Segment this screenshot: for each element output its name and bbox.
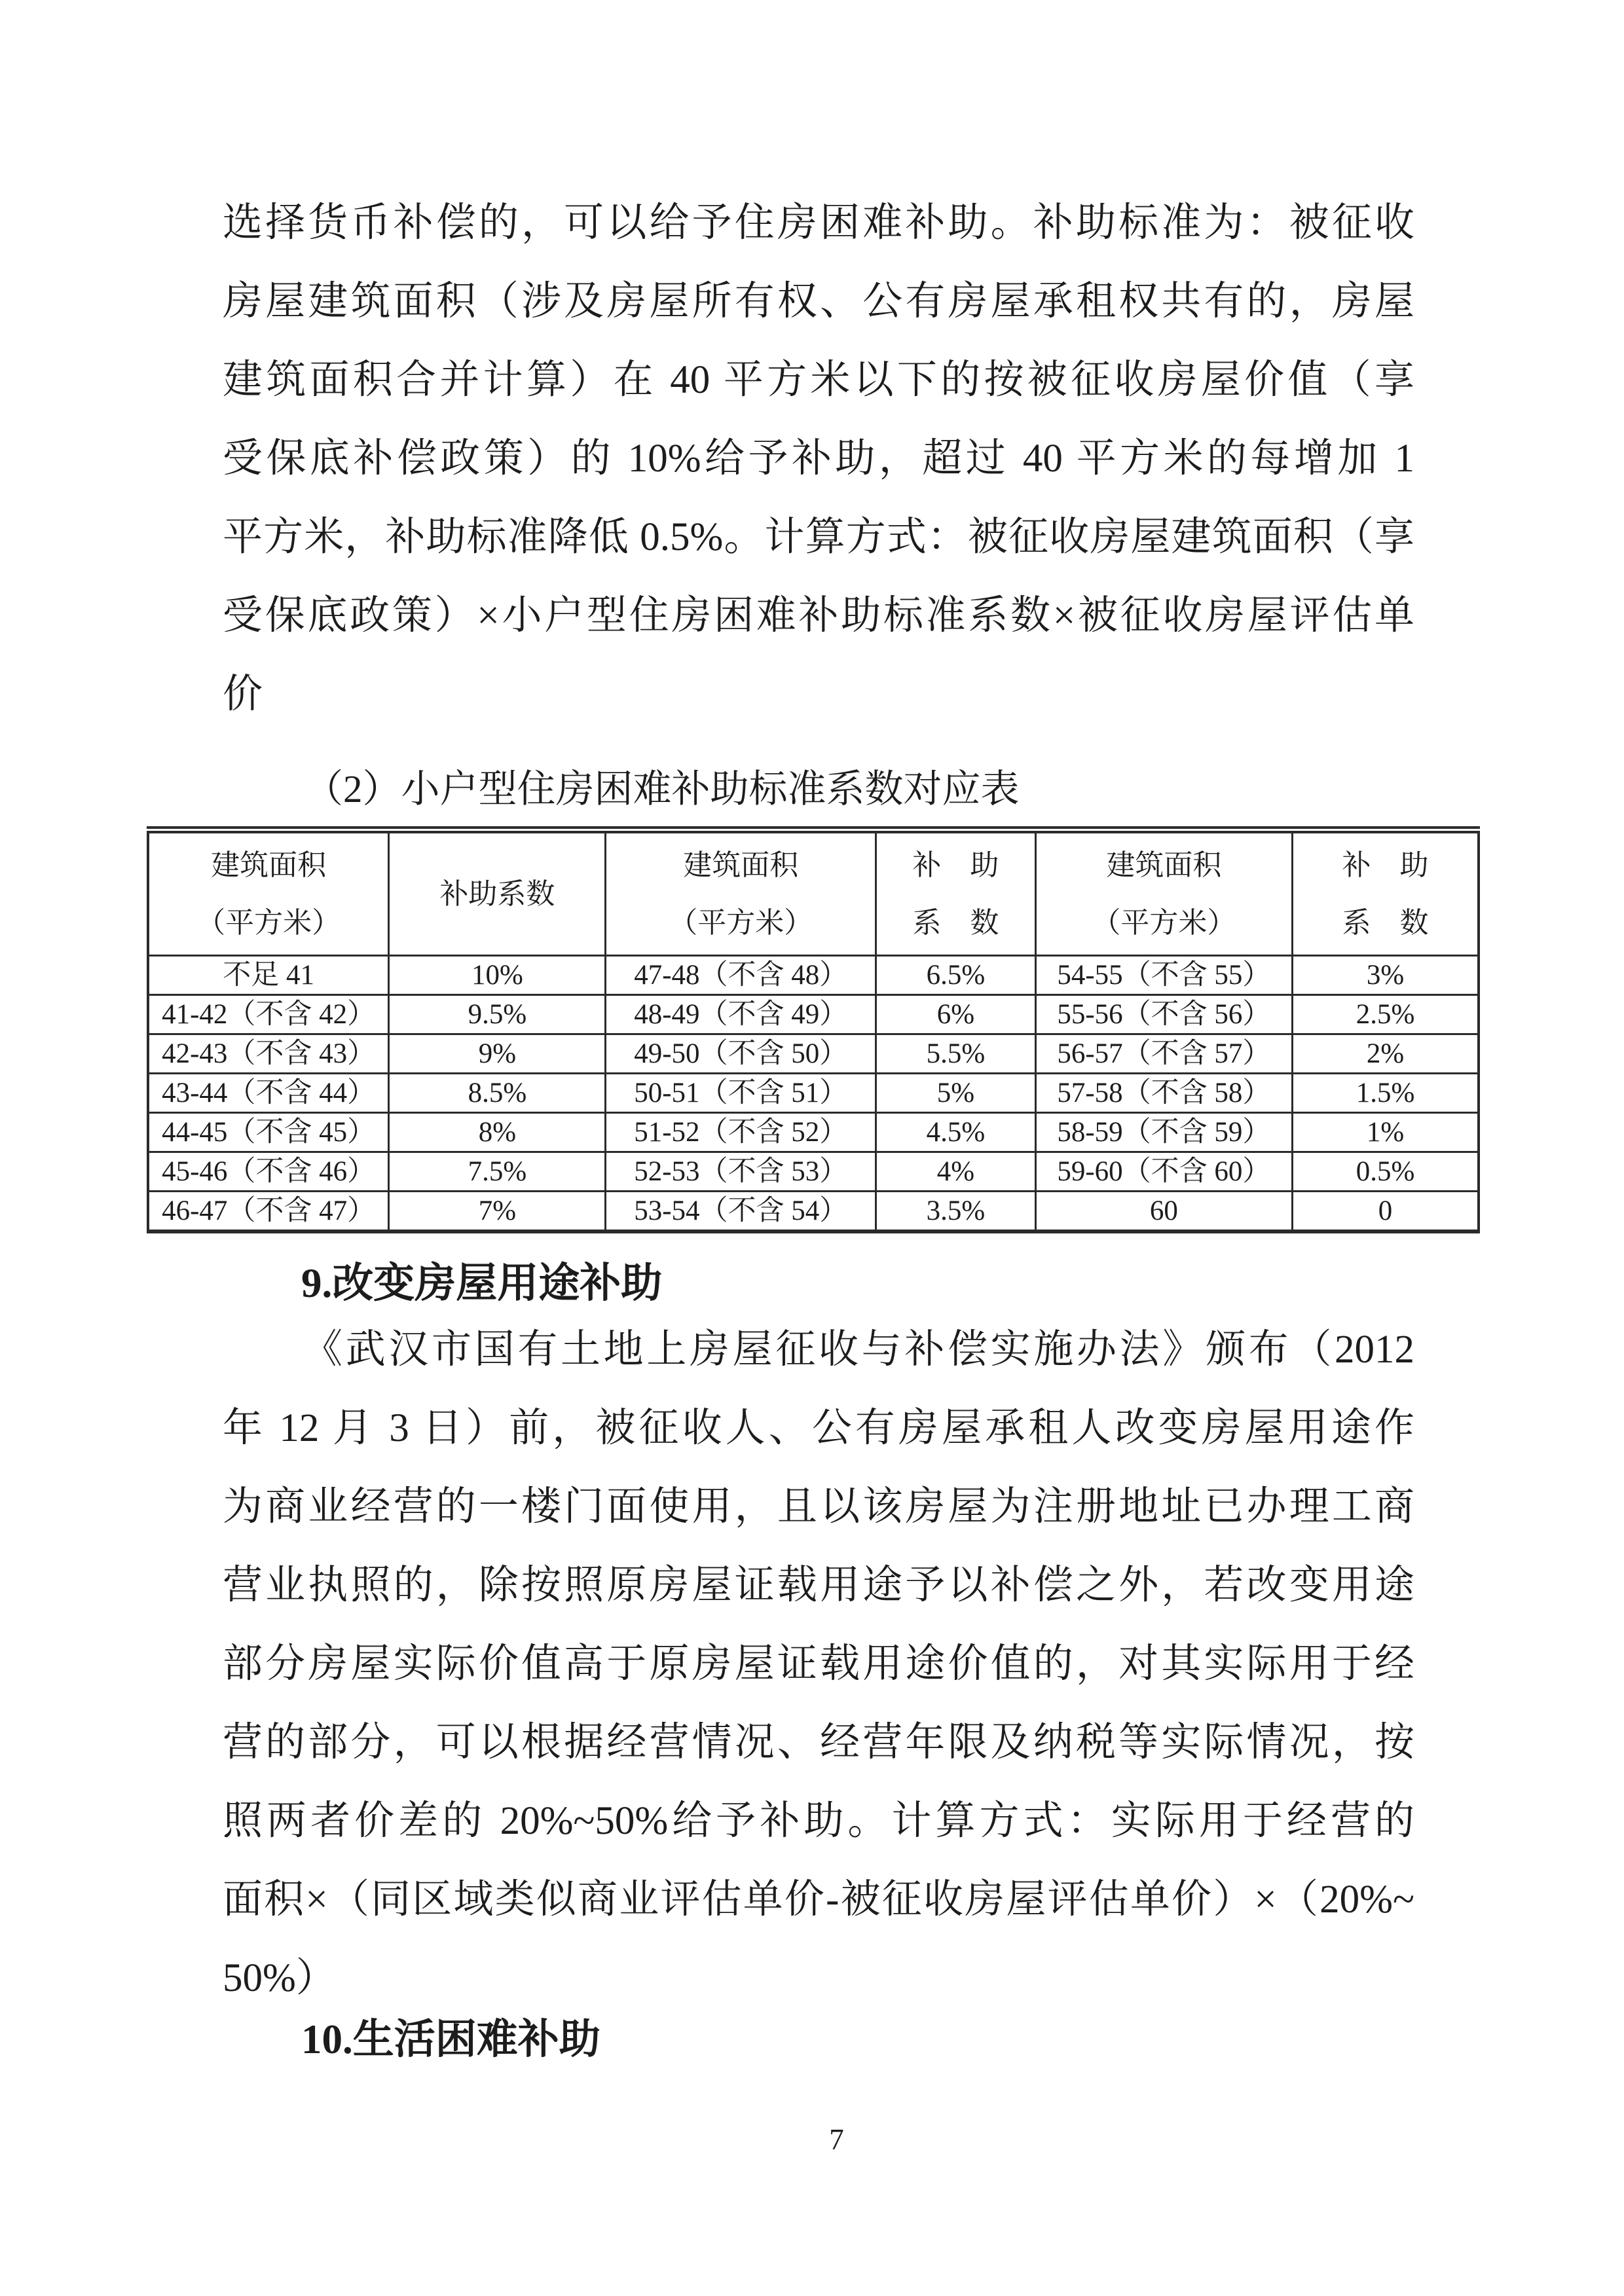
table-cell: 51-52（不含 52）: [606, 1113, 876, 1152]
subsidy-coefficient-table: [147, 826, 1480, 1233]
table-header-line: 建筑面积: [683, 848, 799, 881]
table-header-cell: [876, 830, 1035, 956]
table-header-cell: [606, 830, 876, 956]
table-cell: 2.5%: [1292, 995, 1479, 1034]
table-header: [148, 830, 1479, 956]
table-cell: 2%: [1292, 1034, 1479, 1074]
table-cell: 59-60（不含 60）: [1035, 1152, 1292, 1192]
table-cell: 9%: [389, 1034, 606, 1074]
table-header-line: （平方米）: [1092, 906, 1236, 939]
table-cell: 55-56（不含 56）: [1035, 995, 1292, 1034]
table-cell: 44-45（不含 45）: [148, 1113, 389, 1152]
table-cell: 52-53（不含 53）: [606, 1152, 876, 1192]
table-header-line: 系 数: [1342, 906, 1429, 939]
table-cell: 60: [1035, 1192, 1292, 1232]
table-cell: 3.5%: [876, 1192, 1035, 1232]
table-cell: 8.5%: [389, 1074, 606, 1113]
table-header-line: 系 数: [912, 906, 999, 939]
text-line: 营业执照的，除按照原房屋证载用途予以补偿之外，若改变用途: [223, 1563, 1414, 1607]
table-header-line: 建筑面积: [211, 848, 327, 881]
paragraph-housing-difficulty-subsidy: [223, 184, 1414, 734]
table-cell: 42-43（不含 43）: [148, 1034, 389, 1074]
section-10-heading: 10.生活困难补助: [301, 2016, 600, 2062]
table-header-line: 补 助: [1342, 848, 1429, 881]
table-cell: 49-50（不含 50）: [606, 1034, 876, 1074]
table-cell: 57-58（不含 58）: [1035, 1074, 1292, 1113]
table-cell: 5%: [876, 1074, 1035, 1113]
text-line: 受保底政策）×小户型住房困难补助标准系数×被征收房屋评估单: [223, 594, 1414, 638]
table-cell: 48-49（不含 49）: [606, 995, 876, 1034]
paragraph-change-of-use-subsidy: [223, 1311, 1414, 2018]
table-row: [148, 1074, 1479, 1113]
table-cell: 46-47（不含 47）: [148, 1192, 389, 1232]
table-header-line: （平方米）: [669, 906, 813, 939]
table-row: [148, 1034, 1479, 1074]
text-line: 部分房屋实际价值高于原房屋证载用途价值的，对其实际用于经: [223, 1642, 1414, 1686]
table-cell: 6.5%: [876, 956, 1035, 995]
table-caption: （2）小户型住房困难补助标准系数对应表: [304, 767, 1020, 811]
table-cell: 4%: [876, 1152, 1035, 1192]
table-header-line: 补助系数: [439, 877, 555, 910]
text-line: 照两者价差的 20%~50%给予补助。计算方式：实际用于经营的: [223, 1799, 1414, 1843]
table-row: [148, 1113, 1479, 1152]
table-cell: 7.5%: [389, 1152, 606, 1192]
table-header-line: 补 助: [912, 848, 999, 881]
table-cell: 56-57（不含 57）: [1035, 1034, 1292, 1074]
table-body: [148, 956, 1479, 1232]
table-cell: 6%: [876, 995, 1035, 1034]
table-cell: 1%: [1292, 1113, 1479, 1152]
table-cell: 45-46（不含 46）: [148, 1152, 389, 1192]
table-cell: 0.5%: [1292, 1152, 1479, 1192]
section-9-heading: 9.改变房屋用途补助: [301, 1260, 663, 1306]
table-header-line: （平方米）: [196, 906, 341, 939]
table-cell: 53-54（不含 54）: [606, 1192, 876, 1232]
table-cell: 10%: [389, 956, 606, 995]
text-line: 平方米，补助标准降低 0.5%。计算方式：被征收房屋建筑面积（享: [223, 515, 1414, 559]
table-cell: 43-44（不含 44）: [148, 1074, 389, 1113]
text-line: 年 12 月 3 日）前，被征收人、公有房屋承租人改变房屋用途作: [223, 1406, 1414, 1450]
table-cell: 不足 41: [148, 956, 389, 995]
table-cell: 4.5%: [876, 1113, 1035, 1152]
table-cell: 0: [1292, 1192, 1479, 1232]
text-line: 房屋建筑面积（涉及房屋所有权、公有房屋承租权共有的，房屋: [223, 280, 1414, 323]
table-cell: 8%: [389, 1113, 606, 1152]
text-line: 选择货币补偿的，可以给予住房困难补助。补助标准为：被征收: [223, 201, 1414, 245]
table-cell: 58-59（不含 59）: [1035, 1113, 1292, 1152]
table-cell: 5.5%: [876, 1034, 1035, 1074]
page-number: 7: [829, 2123, 844, 2156]
table-cell: 41-42（不含 42）: [148, 995, 389, 1034]
table-header-cell: [1035, 830, 1292, 956]
table-header-cell: [148, 830, 389, 956]
table-header-line: 建筑面积: [1106, 848, 1222, 881]
table-row: [148, 995, 1479, 1034]
text-line: 面积×（同区域类似商业评估单价-被征收房屋评估单价）×（20%~: [223, 1878, 1414, 1922]
table-cell: 3%: [1292, 956, 1479, 995]
table-header-cell: [1292, 830, 1479, 956]
table-cell: 47-48（不含 48）: [606, 956, 876, 995]
table-row: [148, 1192, 1479, 1232]
text-line: 《武汉市国有土地上房屋征收与补偿实施办法》颁布（2012: [303, 1328, 1414, 1372]
text-line: 价: [223, 672, 263, 716]
table-cell: 9.5%: [389, 995, 606, 1034]
text-line: 营的部分，可以根据经营情况、经营年限及纳税等实际情况，按: [223, 1721, 1414, 1764]
table-cell: 1.5%: [1292, 1074, 1479, 1113]
table-header-row: [148, 830, 1479, 956]
text-line: 50%）: [223, 1956, 336, 2000]
text-line: 为商业经营的一楼门面使用，且以该房屋为注册地址已办理工商: [223, 1485, 1414, 1529]
table-row: [148, 1152, 1479, 1192]
table-cell: 50-51（不含 51）: [606, 1074, 876, 1113]
table-cell: 54-55（不含 55）: [1035, 956, 1292, 995]
table-row: [148, 956, 1479, 995]
table-header-cell: [389, 830, 606, 956]
text-line: 受保底补偿政策）的 10%给予补助，超过 40 平方米的每增加 1: [223, 437, 1414, 481]
table-cell: 7%: [389, 1192, 606, 1232]
text-line: 建筑面积合并计算）在 40 平方米以下的按被征收房屋价值（享: [223, 358, 1414, 402]
